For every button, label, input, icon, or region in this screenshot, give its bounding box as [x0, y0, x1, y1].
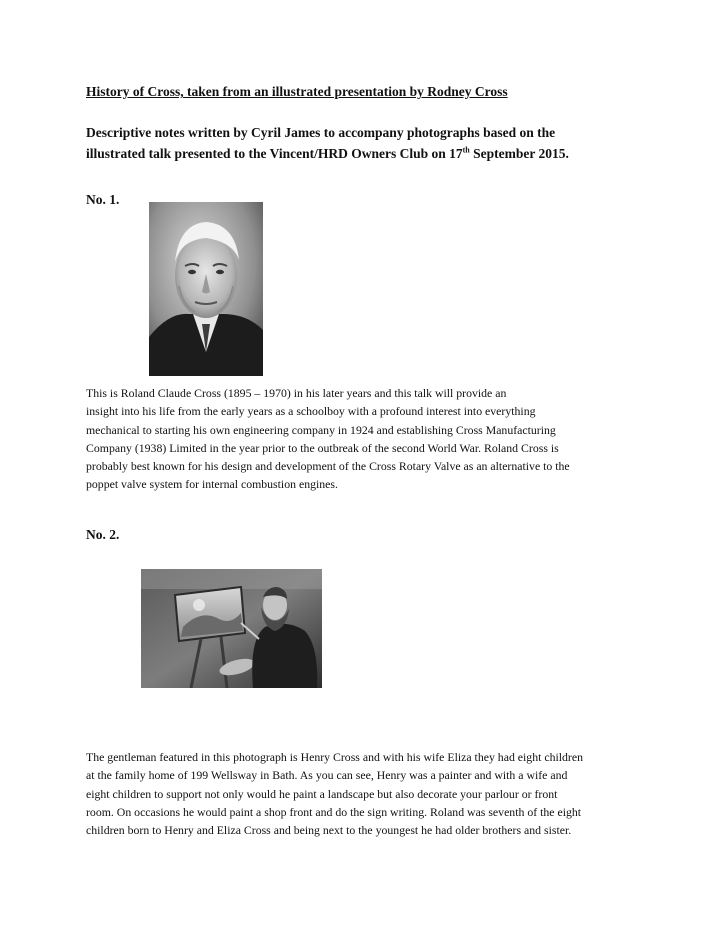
date-ordinal-suffix: th: [462, 145, 470, 155]
text-line: probably best known for his design and development of the Cross Rotary Valve as an alternative to the: [86, 459, 570, 474]
text-line: eight children to support not only would he paint a landscape but also decorate your parlour or front: [86, 786, 558, 801]
text-line: mechanical to starting his own engineering company in 1924 and establishing Cross Manufacturing: [86, 422, 556, 437]
text-line: The gentleman featured in this photograph is Henry Cross and with his wife Eliza they had eight children: [86, 750, 583, 764]
text-line: poppet valve system for internal combustion engines.: [86, 477, 338, 492]
portrait-photo-roland-cross: [149, 202, 263, 376]
text-line: at the family home of 199 Wellsway in Bath. As you can see, Henry was a painter and with a wife and: [86, 768, 568, 783]
description-line-1: Descriptive notes written by Cyril James to accompany photographs based on the: [86, 125, 556, 140]
section-1-heading: No. 1.: [86, 192, 120, 207]
text-line: children born to Henry and Eliza Cross and being next to the youngest he had older brothers and sister.: [86, 823, 572, 838]
section-1-paragraph: [86, 384, 642, 494]
description-line-2-text: illustrated talk presented to the Vincent/HRD Owners Club on 17: [86, 146, 463, 161]
description-line-2-end: September 2015.: [469, 146, 569, 161]
text-line: insight into his life from the early years as a schoolboy with a profound interest into everything: [86, 404, 536, 419]
text-line: This is Roland Claude Cross (1895 – 1970) in his later years and this talk will provide an: [86, 386, 507, 400]
section-2-heading: No. 2.: [86, 527, 120, 542]
description-line-2: [86, 143, 646, 164]
section-2-paragraph: [86, 748, 642, 839]
text-line: room. On occasions he would paint a shop front and do the sign writing. Roland was seventh of the eight: [86, 804, 582, 819]
text-line: Company (1938) Limited in the year prior to the outbreak of the second World War. Roland Cross is: [86, 440, 559, 455]
document-title: History of Cross, taken from an illustrated presentation by Rodney Cross: [86, 84, 508, 99]
photo-henry-cross-painting: [141, 569, 322, 688]
document-description: [86, 122, 646, 164]
